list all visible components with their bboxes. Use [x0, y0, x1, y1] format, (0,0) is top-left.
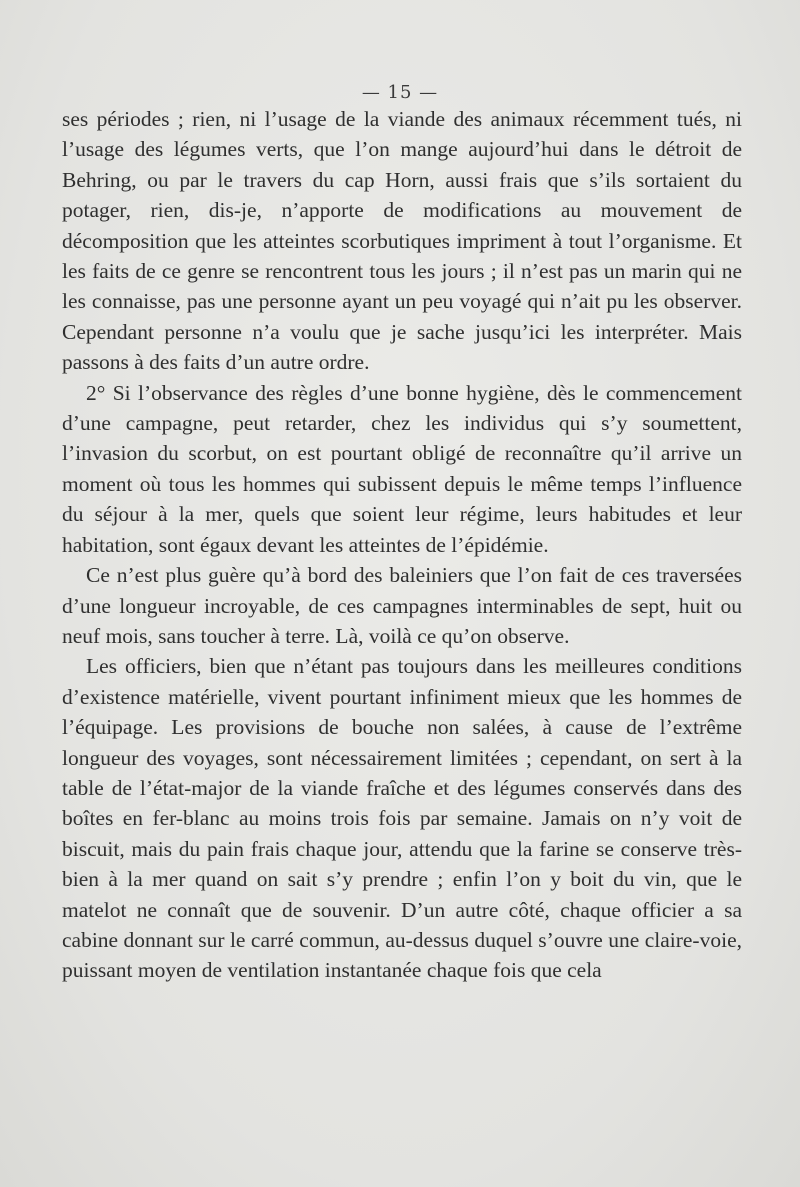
page-number: — 15 — — [361, 82, 439, 103]
paragraph-2: 2° Si l’observance des règles d’une bonne hygiène, dès le commencement d’une campagne, peut retarder, chez les individus qui s’y soumettent, l’invasion du scorbut, on est pourtant obligé de reconnaître qu’il arrive un moment où tous les hommes qui subissent depuis le même temps l’influence du séjour à la mer, quels que soient leur régime, leurs habitudes et leur habitation, sont égaux devant les atteintes de l’épidémie. — [62, 380, 742, 557]
paragraph-1: ses périodes ; rien, ni l’usage de la viande des animaux récemment tués, ni l’usage des légumes verts, que l’on mange aujourd’hui dans le détroit de Behring, ou par le travers du cap Horn, aussi frais que s’ils sortaient du potager, rien, dis-je, n’apporte de modifications au mouvement de décomposition que les atteintes scorbutiques impriment à tout l’organisme. Et les faits de ce genre se rencontrent tous les jours ; il n’est pas un marin qui ne les connaisse, pas une personne ayant un peu voyagé qui n’ait pu les observer. Cependant personne n’a voulu que je sache jusqu’ici les interpréter. Mais passons à des faits d’un autre ordre. — [62, 107, 742, 375]
body-text — [62, 104, 742, 986]
paragraph-3: Ce n’est plus guère qu’à bord des baleiniers que l’on fait de ces traversées d’une longueur incroyable, de ces campagnes interminables de sept, huit ou neuf mois, sans toucher à terre. Là, voilà ce qu’on observe. — [62, 563, 742, 648]
paragraph-4: Les officiers, bien que n’étant pas toujours dans les meilleures conditions d’existence matérielle, vivent pourtant infiniment mieux que les hommes de l’équipage. Les provisions de bouche non salées, à cause de l’extrême longueur des voyages, sont nécessairement limitées ; cependant, on sert à la table de l’état-major de la viande fraîche et des légumes conservés dans des boîtes en fer-blanc au moins trois fois par semaine. Jamais on n’y voit de biscuit, mais du pain frais chaque jour, attendu que la farine se conserve très-bien à la mer quand on sait s’y prendre ; enfin l’on y boit du vin, que le matelot ne connaît que de souvenir. D’un autre côté, chaque officier a sa cabine donnant sur le carré commun, au-dessus duquel s’ouvre une claire-voie, puissant moyen de ventilation instantanée chaque fois que cela — [62, 654, 742, 983]
